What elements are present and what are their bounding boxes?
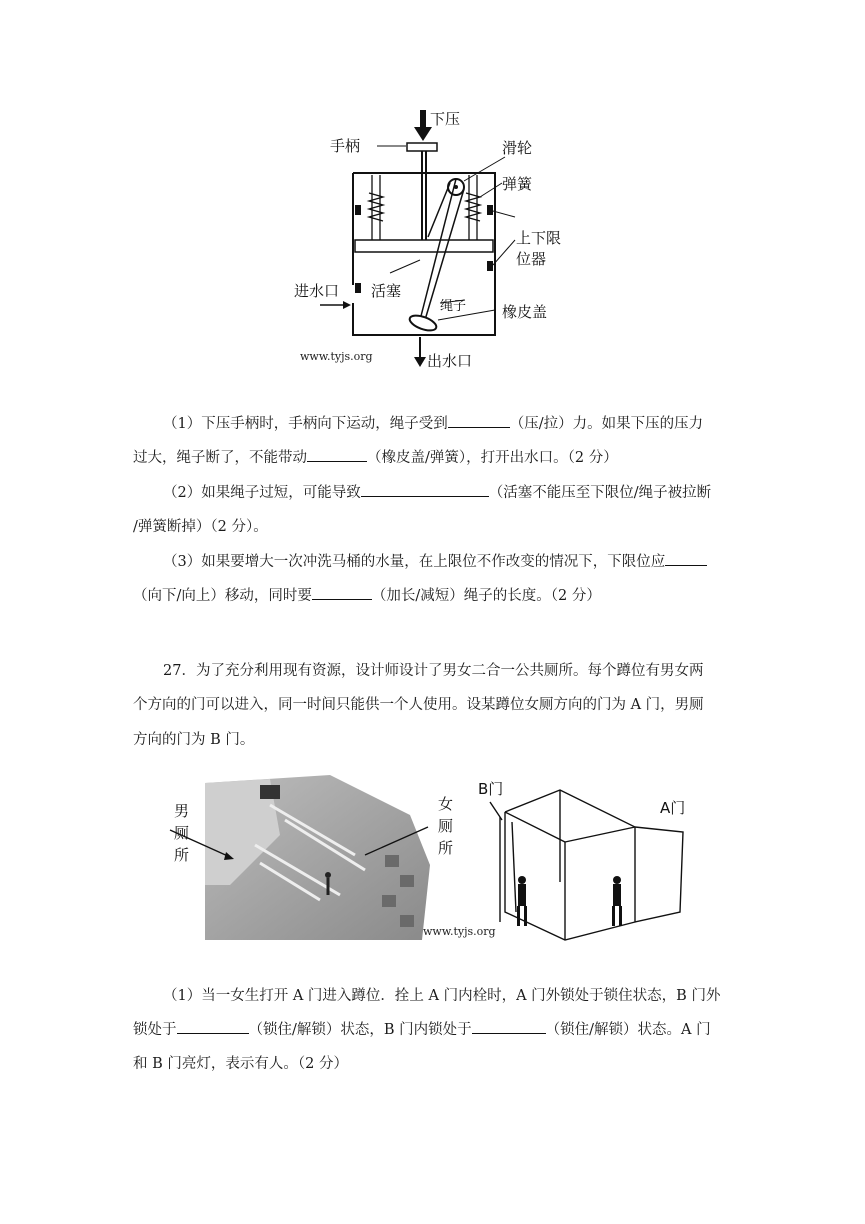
outlet-label: 出水口 xyxy=(427,352,473,370)
q27-part1-text-c: （锁住/解锁）状态，B 门内锁处于 xyxy=(248,1022,472,1038)
q26-part3-text-a: （3）如果要增大一次冲洗马桶的水量，在上限位不作改变的情况下，下限位应 xyxy=(163,554,666,570)
rubber-cap-label: 橡皮盖 xyxy=(502,303,548,321)
q26-part2-line2 xyxy=(133,515,268,536)
q27-part1-blank1[interactable] xyxy=(177,1019,249,1034)
limiter-label-line2: 位器 xyxy=(516,250,547,268)
figure2-watermark: www.tyjs.org xyxy=(423,925,496,938)
door-a-label: A门 xyxy=(660,799,686,817)
q27-part1-blank2[interactable] xyxy=(472,1019,546,1034)
spring-label: 弹簧 xyxy=(502,175,533,193)
q26-part1-text-d: （橡皮盖/弹簧），打开出水口。（2 分） xyxy=(367,450,618,466)
q27-part1-text-b: 锁处于 xyxy=(133,1022,177,1038)
q26-part2-text-c: /弹簧断掉）（2 分）。 xyxy=(133,519,268,535)
limiter-label-line1: 上下限 xyxy=(516,229,562,247)
women-label-char1: 女 xyxy=(438,795,454,813)
q26-part2-line1 xyxy=(163,481,711,502)
q27-stem-line2: 个方向的门可以进入，同一时间只能供一个人使用。设某蹲位女厕方向的门为 A 门，男厕 xyxy=(133,697,704,713)
women-restroom-label xyxy=(438,793,453,859)
rope-label: 绳子 xyxy=(440,299,467,314)
men-label-char2: 厕 xyxy=(174,824,190,842)
press-label: 下压 xyxy=(430,110,461,128)
handle-label: 手柄 xyxy=(330,137,361,155)
q27-part1-text-d: （锁住/解锁）状态。A 门 xyxy=(545,1022,711,1038)
q27-part1-line3: 和 B 门亮灯，表示有人。（2 分） xyxy=(133,1056,348,1072)
q26-part2-blank[interactable] xyxy=(361,482,489,497)
q26-part3-text-b: （向下/向上）移动，同时要 xyxy=(133,588,312,604)
q26-part3-text-c: （加长/减短）绳子的长度。（2 分） xyxy=(371,588,601,604)
q27-part1-line1: （1）当一女生打开 A 门进入蹲位．拴上 A 门内栓时，A 门外锁处于锁住状态，B 门外 xyxy=(163,988,721,1004)
q26-part3-line2 xyxy=(133,584,601,605)
q26-part3-line1 xyxy=(163,550,707,571)
cube-sketch xyxy=(470,772,700,947)
q26-part1-text-a: （1）下压手柄时，手柄向下运动，绳子受到 xyxy=(163,416,448,432)
q26-part1-text-b: （压/拉）力。如果下压的压力 xyxy=(509,416,704,432)
women-label-char3: 所 xyxy=(438,839,454,857)
q26-part1-line2 xyxy=(133,446,618,467)
q27-stem-line1: 27．为了充分利用现有资源，设计师设计了男女二合一公共厕所。每个蹲位有男女两 xyxy=(163,663,704,679)
restroom-photo-drawing xyxy=(160,775,435,940)
q26-part3-blank2[interactable] xyxy=(312,585,372,600)
q26-part1-line1 xyxy=(163,412,703,433)
restroom-photo xyxy=(160,775,454,940)
q26-part1-blank1[interactable] xyxy=(448,413,510,428)
q26-part1-text-c: 过大，绳子断了，不能带动 xyxy=(133,450,307,466)
pulley-label: 滑轮 xyxy=(502,139,533,157)
q26-part1-blank2[interactable] xyxy=(307,447,367,462)
piston-label: 活塞 xyxy=(371,282,402,300)
inlet-label: 进水口 xyxy=(294,282,340,300)
men-restroom-label xyxy=(174,800,189,866)
men-label-char3: 所 xyxy=(174,846,190,864)
q26-part3-blank1[interactable] xyxy=(665,551,707,566)
q27-part1-line2 xyxy=(133,1018,711,1039)
women-label-char2: 厕 xyxy=(438,817,454,835)
tank-diagram xyxy=(280,105,580,375)
figure1-watermark: www.tyjs.org xyxy=(300,350,373,363)
q27-stem-line3: 方向的门为 B 门。 xyxy=(133,732,255,748)
q26-part2-text-b: （活塞不能压至下限位/绳子被拉断 xyxy=(488,485,712,501)
q26-part2-text-a: （2）如果绳子过短，可能导致 xyxy=(163,485,361,501)
door-b-label: B门 xyxy=(478,780,504,798)
men-label-char1: 男 xyxy=(174,802,190,820)
